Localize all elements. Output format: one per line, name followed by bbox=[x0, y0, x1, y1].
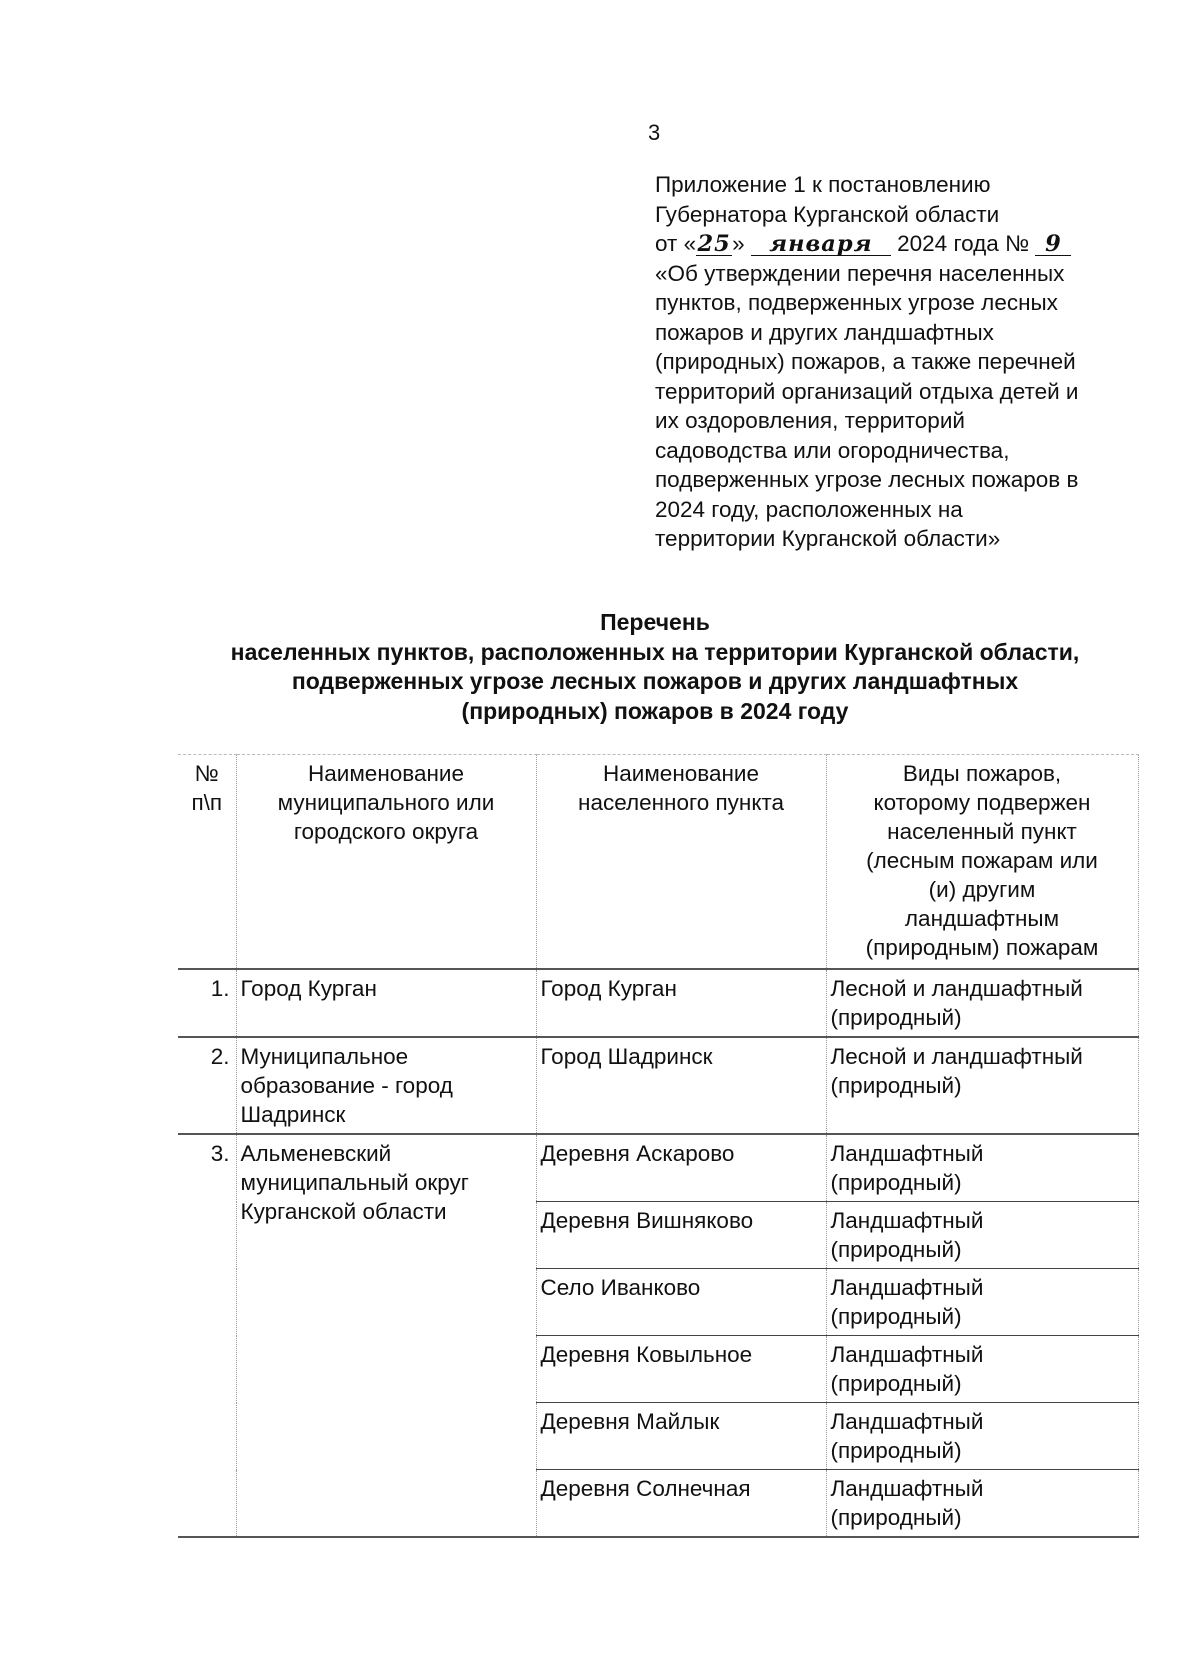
appendix-line: «Об утверждении перечня населенных bbox=[655, 260, 1065, 286]
title-line: (природных) пожаров в 2024 году bbox=[461, 697, 849, 724]
row-fire-type: Ландшафтный (природный) bbox=[826, 1470, 1138, 1538]
row-fire-type: Ландшафтный (природный) bbox=[826, 1336, 1138, 1403]
title-line: Перечень bbox=[600, 609, 710, 635]
appendix-line: (природных) пожаров, а также перечней bbox=[655, 349, 1076, 374]
row-district: Альменевский муниципальный округ Курганской области bbox=[236, 1134, 536, 1537]
row-fire-type: Ландшафтный (природный) bbox=[826, 1403, 1138, 1470]
row-settlement: Город Шадринск bbox=[536, 1037, 826, 1134]
title-line: населенных пунктов, расположенных на территории Курганской области, bbox=[230, 638, 1080, 665]
row-district: Муниципальное образование - город Шадринск bbox=[236, 1037, 536, 1134]
appendix-line: их оздоровления, территорий bbox=[655, 408, 965, 433]
doc-number-handwritten: 9 bbox=[1035, 233, 1071, 256]
table-row bbox=[178, 1134, 1138, 1202]
row-settlement: Деревня Ковыльное bbox=[536, 1336, 826, 1403]
header-district: Наименование муниципального или городского округа bbox=[236, 755, 536, 970]
appendix-line: территории Курганской области» bbox=[655, 526, 1001, 551]
appendix-block bbox=[655, 170, 1155, 554]
date-prefix: от « bbox=[655, 231, 697, 256]
row-settlement: Деревня Вишняково bbox=[536, 1202, 826, 1269]
date-day-handwritten: 25 bbox=[697, 231, 731, 257]
date-year-text: 2024 года № bbox=[897, 231, 1030, 256]
row-num: 1. bbox=[178, 969, 236, 1037]
row-settlement: Село Иванково bbox=[536, 1269, 826, 1336]
appendix-line: садоводства или огородничества, bbox=[655, 437, 1010, 463]
date-month-handwritten: января bbox=[751, 233, 891, 256]
appendix-line: территорий организаций отдыха детей и bbox=[655, 378, 1079, 404]
document-title bbox=[0, 608, 1200, 726]
header-num: № п\п bbox=[178, 755, 236, 970]
header-fire-type: Виды пожаров, которому подвержен населенный пункт (лесным пожарам или (и) другим ландшафтным (природным) пожарам bbox=[826, 755, 1138, 970]
appendix-line: Приложение 1 к постановлению bbox=[655, 172, 991, 197]
appendix-date-line bbox=[655, 229, 1155, 259]
appendix-line: Губернатора Курганской области bbox=[655, 201, 1000, 227]
row-fire-type: Ландшафтный (природный) bbox=[826, 1134, 1138, 1202]
title-line: подверженных угрозе лесных пожаров и других ландшафтных bbox=[291, 668, 1019, 694]
date-mid: » bbox=[732, 231, 745, 256]
appendix-line: подверженных угрозе лесных пожаров в bbox=[655, 467, 1079, 492]
appendix-line: пунктов, подверженных угрозе лесных bbox=[655, 290, 1058, 315]
row-fire-type: Лесной и ландшафтный (природный) bbox=[826, 969, 1138, 1037]
appendix-line: пожаров и других ландшафтных bbox=[655, 319, 994, 345]
table-row bbox=[178, 969, 1138, 1037]
settlements-table bbox=[178, 754, 1139, 1538]
page-number: 3 bbox=[648, 120, 661, 145]
row-num: 2. bbox=[178, 1037, 236, 1134]
row-fire-type: Ландшафтный (природный) bbox=[826, 1269, 1138, 1336]
header-settlement: Наименование населенного пункта bbox=[536, 755, 826, 970]
row-settlement: Деревня Аскарово bbox=[536, 1134, 826, 1202]
row-fire-type: Ландшафтный (природный) bbox=[826, 1202, 1138, 1269]
appendix-line: 2024 году, расположенных на bbox=[655, 496, 963, 522]
row-district: Город Курган bbox=[236, 969, 536, 1037]
row-fire-type: Лесной и ландшафтный (природный) bbox=[826, 1037, 1138, 1134]
table-header-row bbox=[178, 755, 1138, 970]
row-settlement: Деревня Майлык bbox=[536, 1403, 826, 1470]
row-settlement: Деревня Солнечная bbox=[536, 1470, 826, 1538]
table-row bbox=[178, 1037, 1138, 1134]
row-settlement: Город Курган bbox=[536, 969, 826, 1037]
row-num: 3. bbox=[178, 1134, 236, 1537]
